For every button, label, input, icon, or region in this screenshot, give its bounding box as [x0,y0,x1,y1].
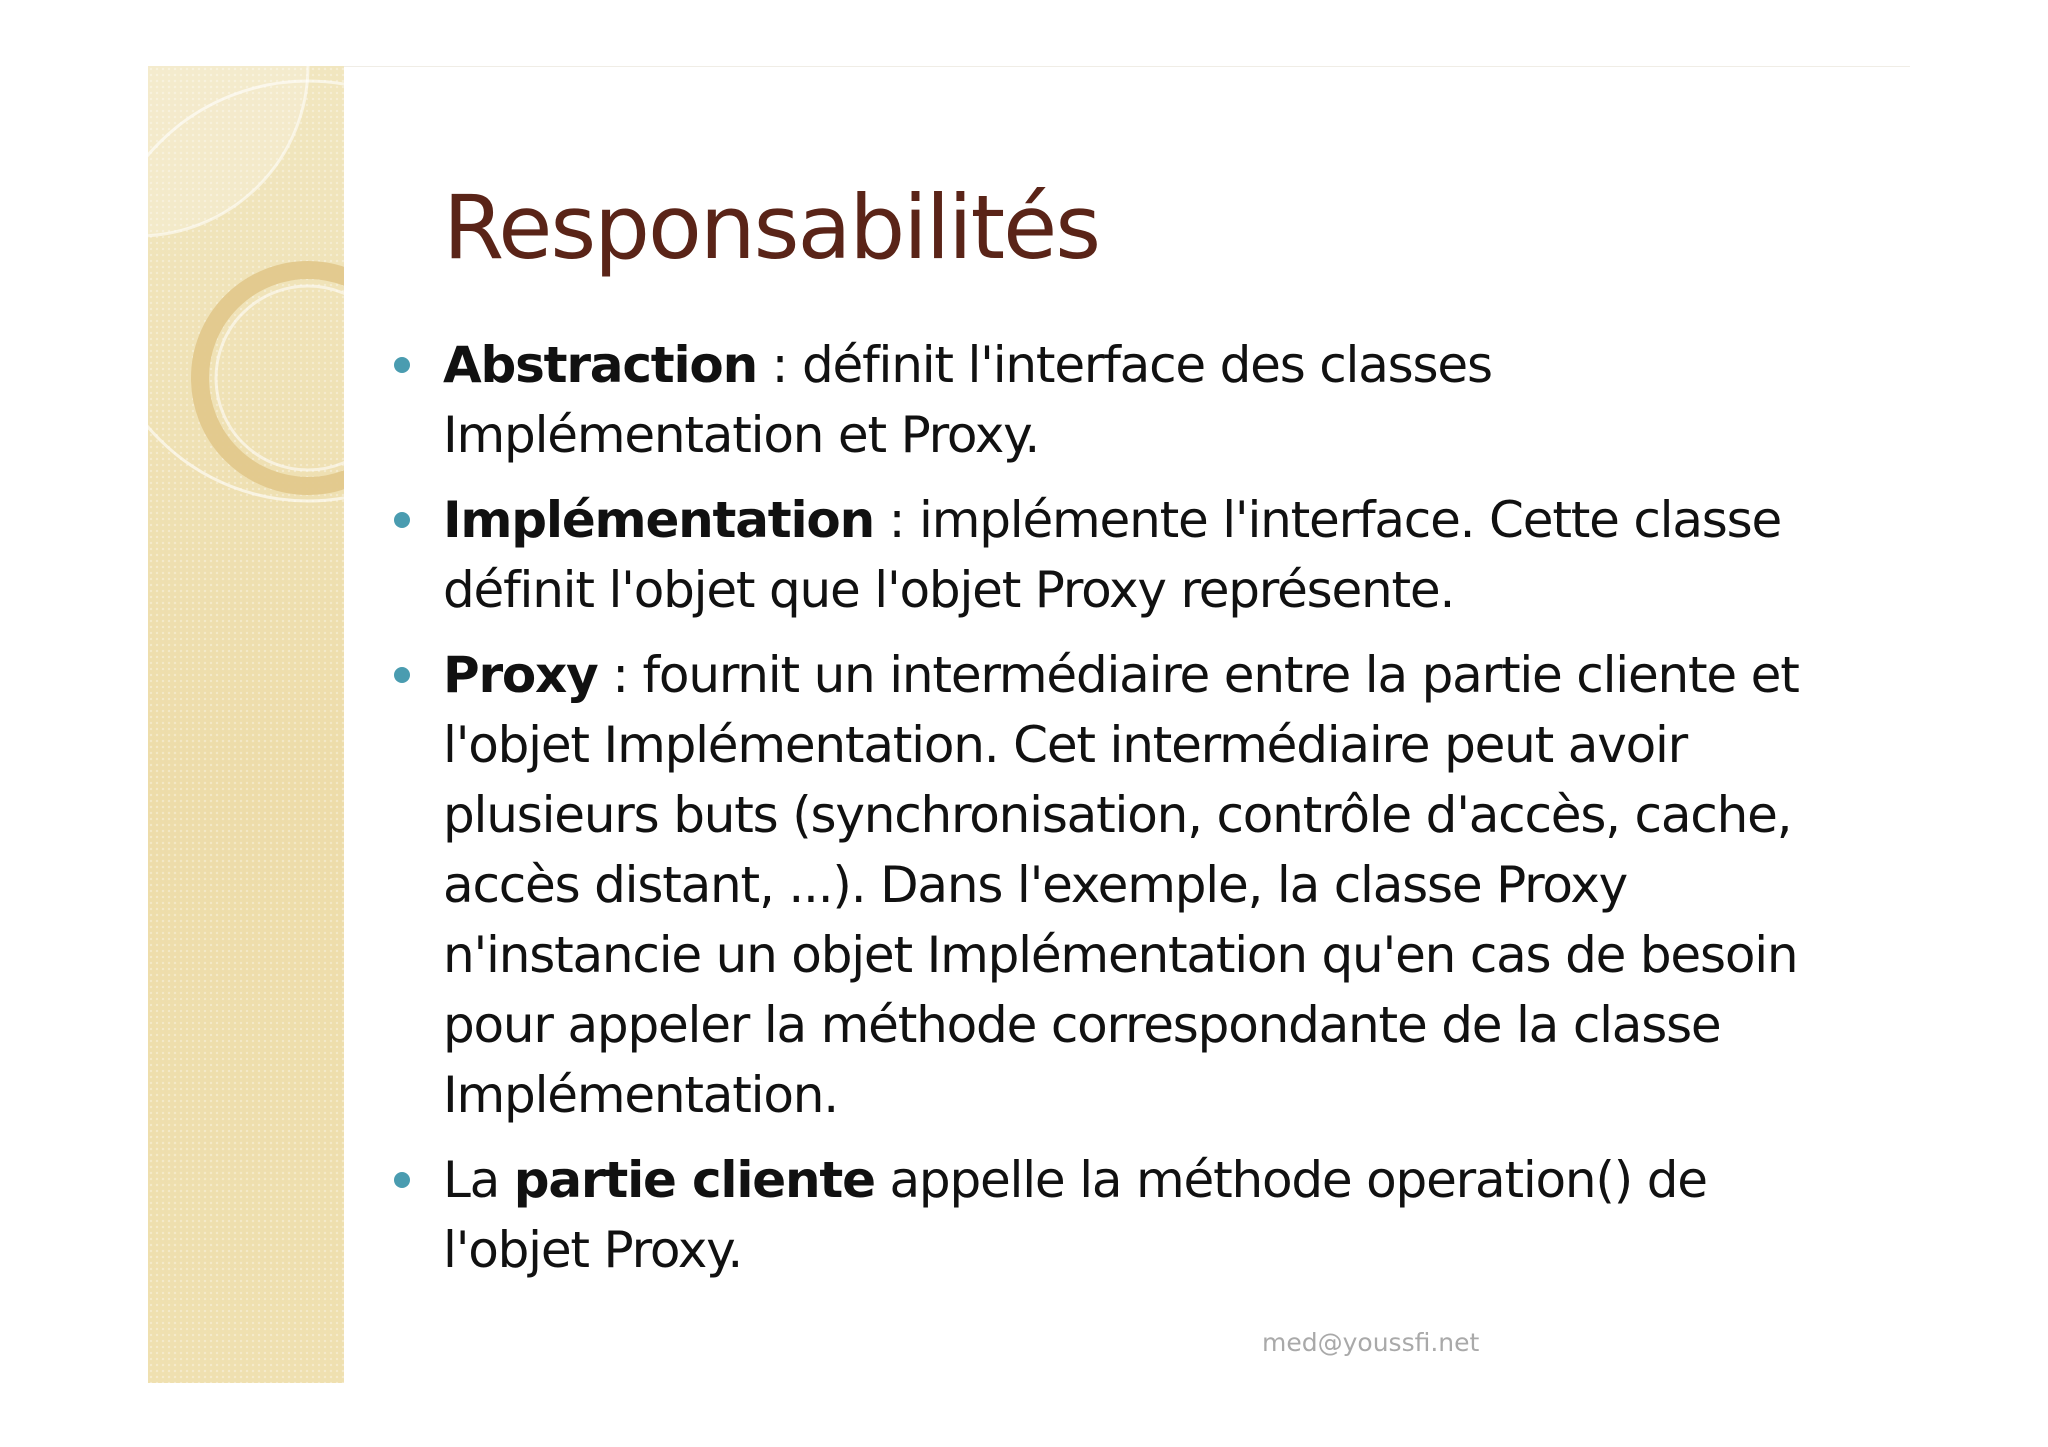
bullet-dot-icon [394,512,410,528]
bullet-line: plusieurs buts (synchronisation, contrôle d'accès, cache, [443,786,1792,844]
bullet-line: l'objet Implémentation. Cet intermédiaire peut avoir [443,716,1688,774]
bullet-text: : fournit un intermédiaire entre la partie cliente et [597,646,1799,704]
bullet-term: partie cliente [513,1151,875,1209]
bullet-dot-icon [394,1172,410,1188]
bullet-line: l'objet Proxy. [443,1221,743,1279]
bullet-term: Implémentation [443,491,874,549]
bullet-text: : définit l'interface des classes [756,336,1492,394]
bullet-line: définit l'objet que l'objet Proxy représente. [443,561,1455,619]
bullet-list [443,330,1843,1300]
decorative-side-band [148,66,344,1383]
bullet-first-line [443,330,1843,400]
slide-title: Responsabilités [443,176,1100,279]
bullet-first-line [443,485,1843,555]
bullet-partie-cliente [443,1145,1843,1285]
bullet-abstraction [443,330,1843,470]
bullet-lead: La [443,1151,514,1209]
bullet-line: n'instancie un objet Implémentation qu'en cas de besoin [443,926,1798,984]
bullet-first-line [443,640,1843,710]
bullet-line: pour appeler la méthode correspondante de la classe [443,996,1721,1054]
bullet-dot-icon [394,667,410,683]
bullet-line: Implémentation. [443,1066,838,1124]
footer-email: med@youssfi.net [1262,1328,1480,1357]
decorative-circles [148,66,344,1383]
bullet-line: Implémentation et Proxy. [443,406,1040,464]
bullet-term: Proxy [443,646,598,704]
bullet-term: Abstraction [443,336,757,394]
bullet-line: accès distant, ...). Dans l'exemple, la classe Proxy [443,856,1628,914]
bullet-dot-icon [394,357,410,373]
bullet-proxy [443,640,1843,1130]
bullet-text: : implémente l'interface. Cette classe [873,491,1782,549]
bullet-implementation [443,485,1843,625]
bullet-first-line [443,1145,1843,1215]
bullet-text: appelle la méthode operation() de [874,1151,1707,1209]
